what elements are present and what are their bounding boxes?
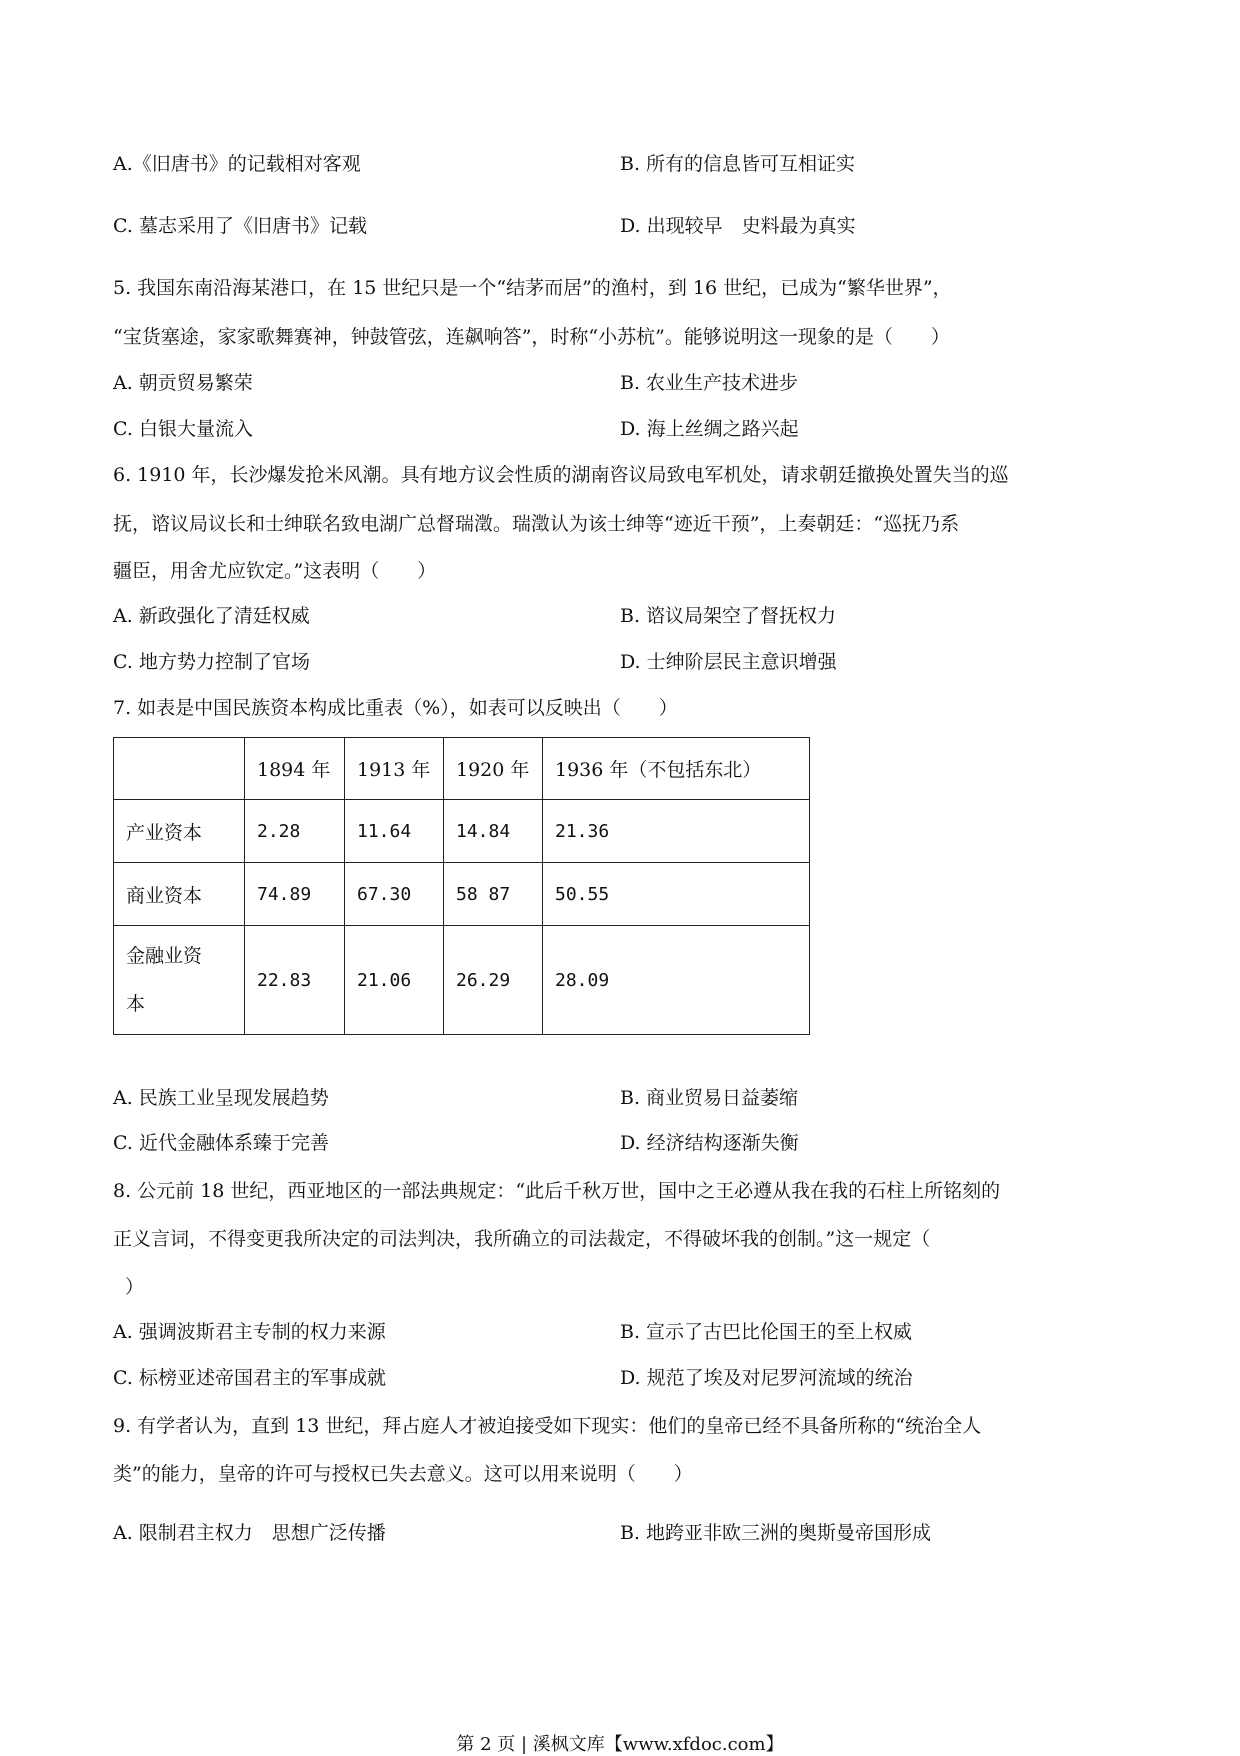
q5-option-a: A. 朝贡贸易繁荣 (113, 372, 253, 394)
table-row-label-line1: 金融业资 (126, 945, 203, 967)
q6-option-a: A. 新政强化了清廷权威 (113, 605, 310, 627)
q6-stem-line1: 6. 1910 年，长沙爆发抢米风潮。具有地方议会性质的湖南咨议局致电军机处，请求朝廷撤换处置失当的巡 (113, 464, 1009, 486)
q6-option-b: B. 谘议局架空了督抚权力 (620, 605, 837, 627)
table-row (114, 800, 810, 863)
q4-option-c: C. 墓志采用了《旧唐书》记载 (113, 215, 367, 237)
q7-option-b: B. 商业贸易日益萎缩 (620, 1087, 799, 1109)
q5-stem-line1: 5. 我国东南沿海某港口，在 15 世纪只是一个“结茅而居”的渔村，到 16 世纪，已成为“繁华世界”， (113, 277, 952, 299)
table-header-cell: 1894 年 (245, 738, 345, 800)
page-footer: 第 2 页 | 溪枫文库【www.xfdoc.com】 (456, 1734, 784, 1755)
table-cell: 2.28 (245, 800, 345, 863)
table-row-label-line2: 本 (126, 993, 146, 1015)
q4-option-d: D. 出现较早 史料最为真实 (620, 215, 856, 237)
q9-option-a: A. 限制君主权力 思想广泛传播 (113, 1522, 386, 1544)
table-cell: 26.29 (444, 926, 543, 1035)
table-cell: 21.36 (543, 800, 810, 863)
table-cell: 21.06 (345, 926, 444, 1035)
q8-option-c: C. 标榜亚述帝国君主的军事成就 (113, 1367, 386, 1389)
q5-stem-line2: “宝货塞途，家家歌舞赛神，钟鼓管弦，连飙响答”，时称“小苏杭”。能够说明这一现象的是（ ） (113, 326, 950, 348)
q6-stem-line2: 抚，谘议局议长和士绅联名致电湖广总督瑞澂。瑞澂认为该士绅等“迹近干预”，上奏朝廷：“巡抚乃系 (113, 513, 960, 535)
table-cell: 14.84 (444, 800, 543, 863)
q8-stem-line1: 8. 公元前 18 世纪，西亚地区的一部法典规定：“此后千秋万世，国中之王必遵从我在我的石柱上所铭刻的 (113, 1180, 1001, 1202)
capital-composition-table (113, 737, 810, 1035)
table-row-label: 产业资本 (114, 800, 245, 863)
table-row (114, 926, 810, 1035)
q7-option-a: A. 民族工业呈现发展趋势 (113, 1087, 329, 1109)
q6-option-d: D. 士绅阶层民主意识增强 (620, 651, 837, 673)
q9-stem-line1: 9. 有学者认为，直到 13 世纪，拜占庭人才被迫接受如下现实：他们的皇帝已经不具备所称的“统治全人 (113, 1415, 982, 1437)
table-row-label (114, 926, 245, 1035)
q8-option-d: D. 规范了埃及对尼罗河流域的统治 (620, 1367, 913, 1389)
table-cell: 22.83 (245, 926, 345, 1035)
q4-option-a: A.《旧唐书》的记载相对客观 (113, 153, 361, 175)
table-cell: 50.55 (543, 863, 810, 926)
q9-option-b: B. 地跨亚非欧三洲的奥斯曼帝国形成 (620, 1522, 932, 1544)
q6-stem-line3: 疆臣，用舍尤应钦定。”这表明（ ） (113, 560, 437, 582)
q4-option-b: B. 所有的信息皆可互相证实 (620, 153, 856, 175)
q9-stem-line2: 类”的能力，皇帝的许可与授权已失去意义。这可以用来说明（ ） (113, 1463, 693, 1485)
q5-option-b: B. 农业生产技术进步 (620, 372, 799, 394)
table-cell: 28.09 (543, 926, 810, 1035)
table-header-cell: 1936 年（不包括东北） (543, 738, 810, 800)
table-cell: 11.64 (345, 800, 444, 863)
table-row (114, 863, 810, 926)
q8-option-a: A. 强调波斯君主专制的权力来源 (113, 1321, 386, 1343)
q5-option-d: D. 海上丝绸之路兴起 (620, 418, 799, 440)
table-cell: 67.30 (345, 863, 444, 926)
q8-stem-line3: ） (125, 1276, 145, 1298)
table-header-cell: 1913 年 (345, 738, 444, 800)
table-header-cell (114, 738, 245, 800)
q7-stem-line1: 7. 如表是中国民族资本构成比重表（%），如表可以反映出（ ） (113, 697, 678, 719)
q8-stem-line2: 正义言词，不得变更我所决定的司法判决，我所确立的司法裁定，不得破坏我的创制。”这一规定（ (113, 1228, 931, 1250)
table-cell: 74.89 (245, 863, 345, 926)
q6-option-c: C. 地方势力控制了官场 (113, 651, 310, 673)
table-row-label: 商业资本 (114, 863, 245, 926)
q7-option-d: D. 经济结构逐渐失衡 (620, 1132, 799, 1154)
q5-option-c: C. 白银大量流入 (113, 418, 253, 440)
q8-option-b: B. 宣示了古巴比伦国王的至上权威 (620, 1321, 913, 1343)
q7-option-c: C. 近代金融体系臻于完善 (113, 1132, 329, 1154)
table-header-cell: 1920 年 (444, 738, 543, 800)
table-header-row (114, 738, 810, 800)
table-cell: 58 87 (444, 863, 543, 926)
